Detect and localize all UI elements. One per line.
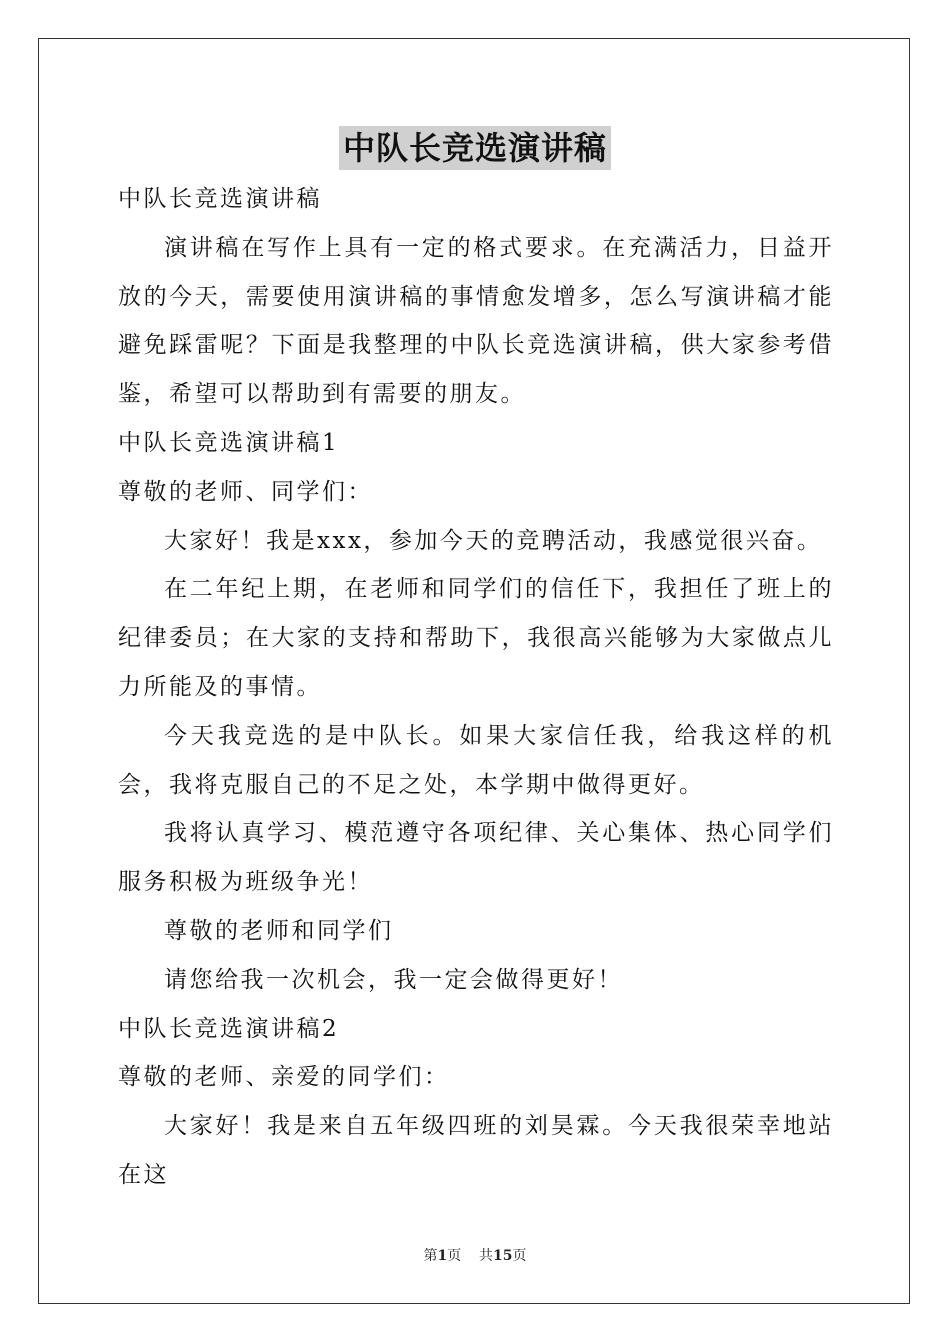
paragraph: 中队长竞选演讲稿 xyxy=(118,186,322,212)
salutation: 尊敬的老师、亲爱的同学们： xyxy=(118,1064,450,1091)
total-prefix: 共 xyxy=(479,1248,494,1264)
paragraph: 在二年纪上期，在老师和同学们的信任下，我担任了班上的纪律委员；在大家的支持和帮助下，我很高兴能够为大家做点儿力所能及的事情。 xyxy=(118,576,834,700)
paragraph: 大家好！我是来自五年级四班的刘昊霖。今天我很荣幸地站在这 xyxy=(118,1113,834,1188)
paragraph: 大家好！我是xxx，参加今天的竞聘活动，我感觉很兴奋。 xyxy=(164,527,823,554)
paragraph: 今天我竞选的是中队长。如果大家信任我，给我这样的机会，我将克服自己的不足之处，本学期中做得更好。 xyxy=(118,722,834,798)
paragraph: 请您给我一次机会，我一定会做得更好！ xyxy=(164,966,623,993)
page-number: 1 xyxy=(437,1248,448,1264)
section-heading: 中队长竞选演讲稿2 xyxy=(118,1015,340,1042)
total-pages: 15 xyxy=(493,1248,513,1264)
page-footer xyxy=(0,1246,950,1266)
page-prefix: 第 xyxy=(423,1248,438,1264)
total-suffix: 页 xyxy=(512,1248,527,1264)
page-suffix: 页 xyxy=(447,1248,462,1264)
title-container xyxy=(0,126,950,170)
document-title: 中队长竞选演讲稿 xyxy=(339,126,611,170)
paragraph: 我将认真学习、模范遵守各项纪律、关心集体、热心同学们服务积极为班级争光！ xyxy=(118,820,834,896)
document-body xyxy=(118,175,834,1200)
paragraph: 尊敬的老师和同学们 xyxy=(164,917,394,944)
section-heading: 中队长竞选演讲稿1 xyxy=(118,429,340,456)
salutation: 尊敬的老师、同学们： xyxy=(118,478,373,505)
paragraph: 演讲稿在写作上具有一定的格式要求。在充满活力，日益开放的今天，需要使用演讲稿的事情愈发增多，怎么写演讲稿才能避免踩雷呢？下面是我整理的中队长竞选演讲稿，供大家参考借鉴，希望可以帮助到有需要的朋友。 xyxy=(118,234,834,408)
